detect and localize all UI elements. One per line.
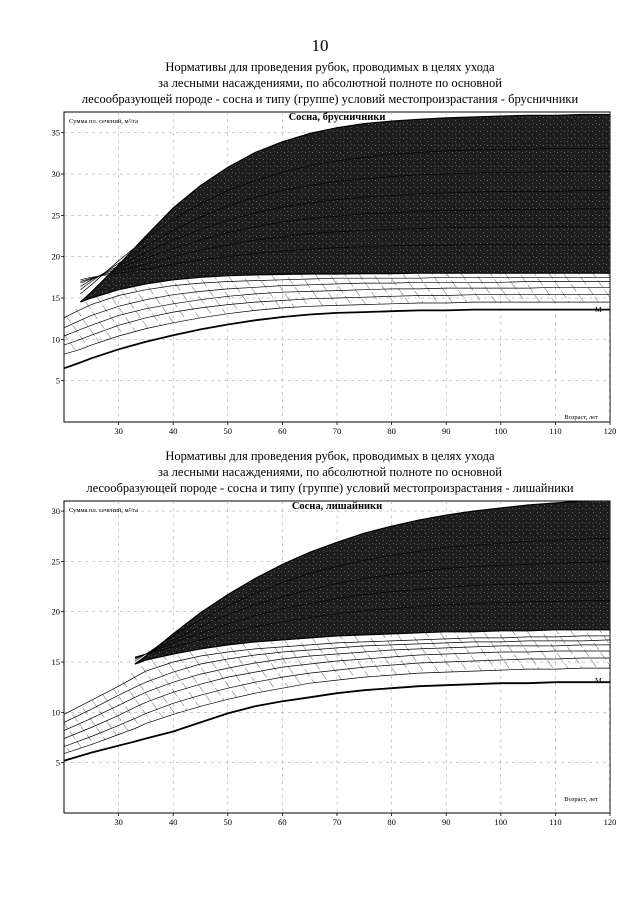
chart-1-heading-line-1: Нормативы для проведения рубок, проводимых в целях ухода <box>165 60 495 74</box>
chart-1-heading-line-2: за лесными насаждениями, по абсолютной полноте по основной <box>158 76 502 90</box>
y-tick-label: 15 <box>51 657 60 668</box>
x-tick-label: 60 <box>278 817 287 827</box>
x-axis-label: Возраст, лет <box>564 796 598 803</box>
page-number: 10 <box>311 36 329 55</box>
chart-2-heading-line-1: Нормативы для проведения рубок, проводимых в целях ухода <box>165 449 495 463</box>
x-tick-label: 30 <box>114 426 123 436</box>
x-tick-label: 40 <box>168 817 178 827</box>
chart-1-heading <box>40 59 620 107</box>
y-tick-label: 5 <box>55 757 60 768</box>
x-tick-label: 110 <box>549 817 562 827</box>
chart-2-heading <box>40 448 620 496</box>
y-tick-label: 20 <box>51 606 60 617</box>
line-label-m: М <box>595 305 602 314</box>
chart-2-heading-line-2: за лесными насаждениями, по абсолютной полноте по основной <box>158 465 502 479</box>
x-tick-label: 80 <box>387 426 396 436</box>
x-tick-label: 90 <box>441 426 451 436</box>
x-axis-label: Возраст, лет <box>564 414 598 421</box>
x-tick-label: 50 <box>223 426 233 436</box>
y-tick-label: 25 <box>51 556 60 567</box>
line-label-m: М <box>595 676 602 685</box>
chart-inner-title: Сосна, брусничники <box>288 112 386 123</box>
x-tick-label: 80 <box>387 817 396 827</box>
y-tick-label: 25 <box>51 210 60 221</box>
y-tick-label: 30 <box>51 169 60 179</box>
chart-1-heading-line-3: лесообразующей породе - сосна и типу (группе) условий местопроизрастания - брусничники <box>81 92 579 106</box>
x-tick-label: 50 <box>223 817 233 827</box>
x-tick-label: 110 <box>549 426 562 436</box>
chart-pine-lingonberry <box>51 108 617 438</box>
x-tick-label: 100 <box>494 817 508 827</box>
x-tick-label: 100 <box>494 426 508 436</box>
x-tick-label: 90 <box>441 817 451 827</box>
x-tick-label: 60 <box>278 426 287 436</box>
x-tick-label: 40 <box>168 426 178 436</box>
y-tick-label: 15 <box>51 293 60 303</box>
x-tick-label: 120 <box>603 817 617 827</box>
y-tick-label: 30 <box>51 506 60 517</box>
y-tick-label: 5 <box>55 375 60 386</box>
chart-pine-lichen <box>51 497 617 827</box>
y-axis-label: Сумма пл. сечений, м²/га <box>69 118 138 125</box>
y-tick-label: 20 <box>51 251 60 262</box>
y-tick-label: 35 <box>51 127 60 138</box>
x-tick-label: 30 <box>114 817 123 827</box>
chart-inner-title: Сосна, лишайники <box>291 501 383 512</box>
y-tick-label: 10 <box>51 334 60 345</box>
x-tick-label: 120 <box>603 426 617 436</box>
x-tick-label: 70 <box>332 817 342 827</box>
y-tick-label: 10 <box>51 707 60 718</box>
chart-2-heading-line-3: лесообразующей породе - сосна и типу (группе) условий местопроизрастания - лишайники <box>86 481 574 495</box>
x-tick-label: 70 <box>332 426 342 436</box>
y-axis-label: Сумма пл. сечений, м²/га <box>69 507 138 514</box>
